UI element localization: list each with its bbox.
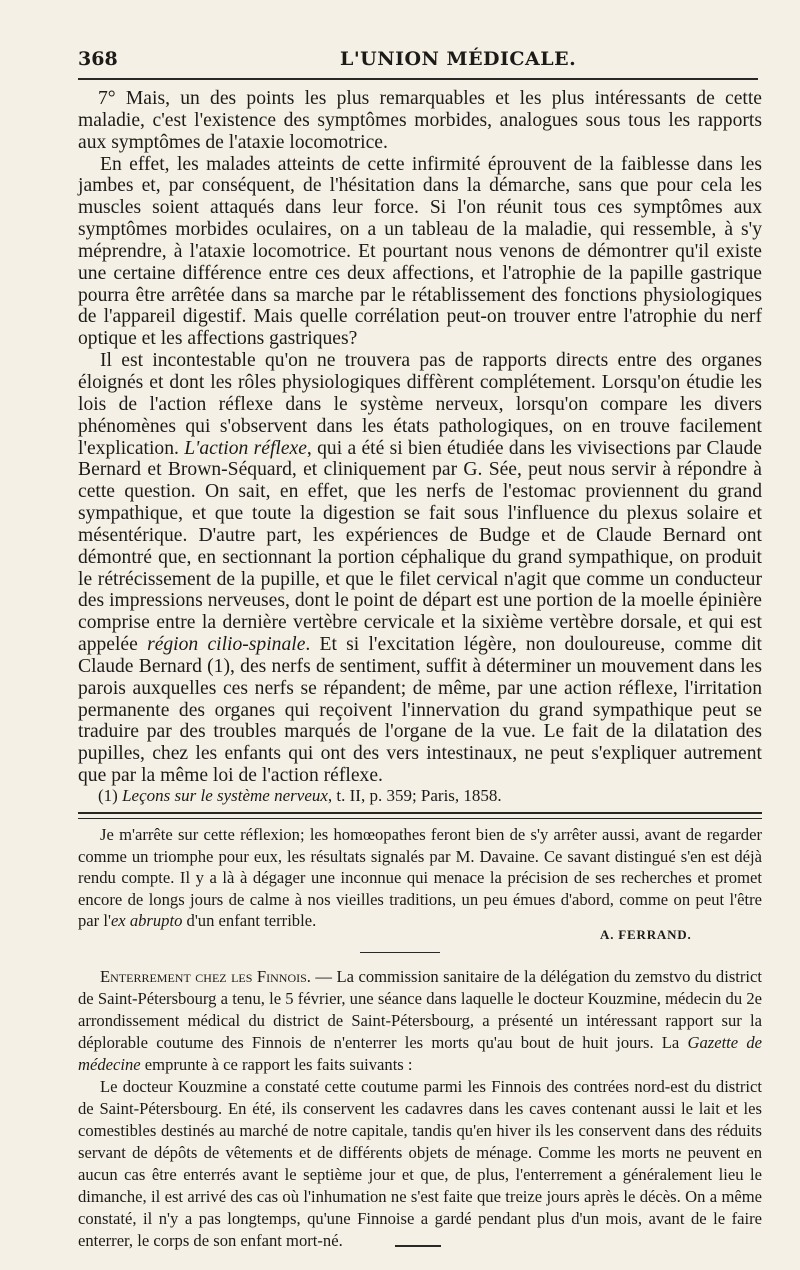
page-header <box>78 46 758 76</box>
italic-term: Gazette de médecine <box>78 1033 763 1074</box>
text-run: Je m'arrête sur cette réflexion; les homœopathes feront bien de s'y arrêter aussi, avant de regarder comme un triomphe pour eux, les résultats signalés par M. Davaine. Ce savant distingué s'en est déjà rendu compte. Il y a là à dégager une inconnue qui menace la précision de ses recherches et promet encore de longs jours de calme à nos vieilles traditions, un peu émues d'abord, comme on peut l'être par l' <box>78 825 762 931</box>
text-run: , qui a été si bien étudiée dans les vivisections par Claude Bernard et Brown-Séquard, et cliniquement par G. Sée, peut nous servir à répondre à cette question. On sait, en effet, que les nerfs de l'estomac proviennent du grand sympathique, et que toute la digestion se fait sous l'influence du plexus solaire et mésentérique. D'autre part, les expériences de Budge et de Claude Bernard ont démontré que, en sectionnant la portion céphalique du grand sympathique, on produit le rétrécissement de la pupille, et que le filet cervical n'agit que comme un conducteur des impressions nerveuses, dont le point de départ est une portion de la moelle épinière comprise entre la dernière vertèbre cervicale et la sixième vertèbre dorsale, et qui est appelée <box>78 437 762 656</box>
italic-term: ex abrupto <box>110 911 183 931</box>
short-divider <box>360 952 440 953</box>
paragraph <box>78 824 762 932</box>
paragraph <box>78 350 762 787</box>
text-run: . Et si l'excitation légère, non douloureuse, comme dit Claude Bernard (1), des nerfs de sentiment, suffit à déterminer un mouvement dans les parois auxquelles ces nerfs se répandent; de même, par une action réflexe, l'irritation permanente des organes qui reçoivent l'innervation du grand sympathique peut se traduire par des troubles marqués de l'organe de la vue. Le fait de la dilatation des pupilles, chez les enfants qui ont des vers intestinaux, ne peut s'expliquer autrement que par la même loi de l'action réflexe. <box>78 634 762 787</box>
running-title: L'UNION MÉDICALE. <box>340 48 577 70</box>
second-article <box>78 824 762 932</box>
footnote <box>98 786 758 806</box>
article-heading: Enterrement chez les Finnois. <box>100 967 311 986</box>
footnote-details: , t. II, p. 359; Paris, 1858. <box>327 786 502 805</box>
text-run: — La commission sanitaire de la délégation du zemstvo du district de Saint-Pétersbourg a tenu, le 5 février, une séance dans laquelle le docteur Kouzmine, médecin du 2e arrondissement médical du district de Saint-Pétersbourg, a présenté un intéressant rapport sur la déplorable coutume des Finnois de n'enterrer les morts qu'au bout de huit jours. La <box>78 967 762 1052</box>
paragraph: En effet, les malades atteints de cette infirmité éprouvent de la faiblesse dans les jambes et, par conséquent, de l'hésitation dans la démarche, sans que pour cela les muscles soient attaqués dans leur force. Si l'on réunit tous ces symptômes aux symptômes morbides oculaires, on a un tableau de la maladie, qui ressemble, à s'y méprendre, à l'ataxie locomotrice. Et pourtant nous venons de démontrer qu'il existe une certaine différence entre ces deux affections, et l'atrophie de la papille gastrique pourra être arrêtée dans sa marche par le rétablissement des fonctions physiologiques de l'appareil digestif. Mais quelle corrélation peut-on trouver entre l'atrophie du nerf optique et les affections gastriques? <box>78 153 762 350</box>
footnote-marker: (1) <box>98 786 118 805</box>
italic-term: région cilio-spinale <box>147 634 306 656</box>
text-run: d'un enfant terrible. <box>182 911 317 931</box>
bottom-divider <box>395 1245 441 1247</box>
header-rule <box>78 78 758 80</box>
paragraph: 7° Mais, un des points les plus remarquables et les plus intéressants de cette maladie, c'est l'existence des symptômes morbides, analogues sous tous les rapports aux symptômes de l'ataxie locomotrice. <box>78 88 762 153</box>
text-run: emprunte à ce rapport les faits suivants : <box>140 1055 413 1074</box>
text-run: Il est incontestable qu'on ne trouvera pas de rapports directs entre des organes éloignés et dont les rôles physiologiques diffèrent complétement. Lorsqu'on étudie les lois de l'action réflexe dans le système nerveux, lorsqu'on compare les divers phénomènes qui s'observent dans les états pathologiques, on en trouve facilement l'explication. <box>78 350 762 459</box>
third-article <box>78 966 762 1252</box>
paragraph: Le docteur Kouzmine a constaté cette coutume parmi les Finnois des contrées nord-est du district de Saint-Pétersbourg. En été, ils conservent les cadavres dans les caves contenant aussi le lait et les comestibles destinés au marché de notre capitale, tandis qu'en hiver ils les conservent dans des réduits servant de dépôts de vêtements et de différents objets de ménage. Comme les morts ne peuvent en aucun cas être enterrés avant le septième jour et que, de plus, l'enterrement a généralement lieu le dimanche, il est arrivé des cas où l'inhumation ne s'est faite que treize jours après le décès. On a même constaté, il n'y a pas longtemps, qu'une Finnoise a gardé pendant plus d'un mois, avant de le faire enterrer, le corps de son enfant mort-né. <box>78 1077 762 1250</box>
main-article <box>78 88 762 787</box>
author-signature: A. FERRAND. <box>600 927 692 942</box>
footnote-title: Leçons sur le système nerveux <box>122 786 328 805</box>
italic-term: L'action réflexe <box>184 437 307 459</box>
paragraph <box>78 966 762 1076</box>
section-divider <box>78 812 762 819</box>
page-number: 368 <box>78 48 118 70</box>
